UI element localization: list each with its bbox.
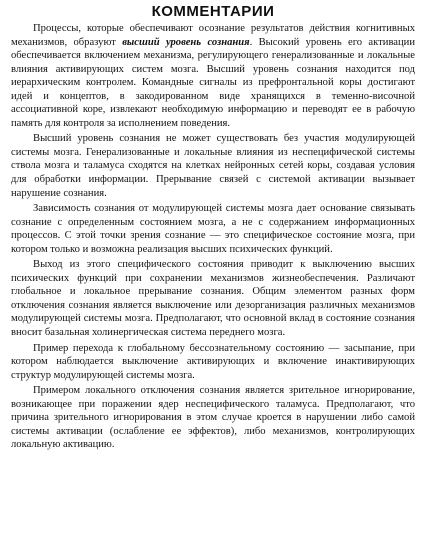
paragraph-4: Выход из этого специфического состояния приводит к выключению высших психических функций при сохранении механизмов жизнеобеспечения. Различают глобальное и локальное прерывание сознания. Общим элементом разных форм отключения сознания является выключение или дезорганизация различных механизмов модулирующей системы мозга. Предполагают, что основной вклад в состояние сознания вносит базальная холинергическая система переднего мозга.: [11, 259, 415, 339]
paragraph-5: Пример перехода к глобальному бессознательному состоянию — засыпание, при котором наблюдается выключение активирующих и включение инактивирующих структур модулирующей системы мозга.: [11, 342, 415, 381]
emphasis-higher-level-of-consciousness: высший уровень сознания: [122, 36, 250, 48]
page-title: КОММЕНТАРИИ: [151, 3, 275, 20]
paragraph-1-start: Процессы, которые обеспечивают осознание результатов действия когнитивных механизмов, образуют: [11, 23, 415, 48]
paragraph-1-end: . Высокий уровень его активации обеспечивается включением механизма, регулирующего генерализованные и локальные влияния активирующих систем мозга. Высший уровень сознания находится под иерархическим контролем. Командные сигналы из префронтальной коры достигают идей и концептов, в закодированном виде хранящихся в теменно-височной ассоциативной коре, извлекают необходимую информацию и переводят ее в рабочую память для контроля за исполнением поведения.: [11, 36, 416, 129]
paragraph-2: Высший уровень сознания не может существовать без участия модулирующей системы мозга. Генерализованные и локальные влияния из неспецифической системы ствола мозга и таламуса сходятся на клетках нейронных сетей коры, создавая условия для обработки информации. Прерывание связей с системой активации вызывает нарушение сознания.: [11, 133, 415, 199]
paragraph-1: [11, 22, 415, 130]
paragraph-6: Примером локального отключения сознания является зрительное игнорирование, возникающее при поражении ядер неспецифического таламуса. Предполагают, что причина зрительного игнорирования в этом случае кроется в нарушении либо самой системы активации (ослабление ее эффектов), либо механизмов, контролирующих локальную активацию.: [11, 385, 415, 451]
paragraph-3: Зависимость сознания от модулирующей системы мозга дает основание связывать сознание с определенным состоянием мозга, а не с содержанием информационных процессов. С этой точки зрения сознание — это специфическое состояние мозга, при котором только и возможна реализация высших психических функций.: [11, 203, 415, 255]
